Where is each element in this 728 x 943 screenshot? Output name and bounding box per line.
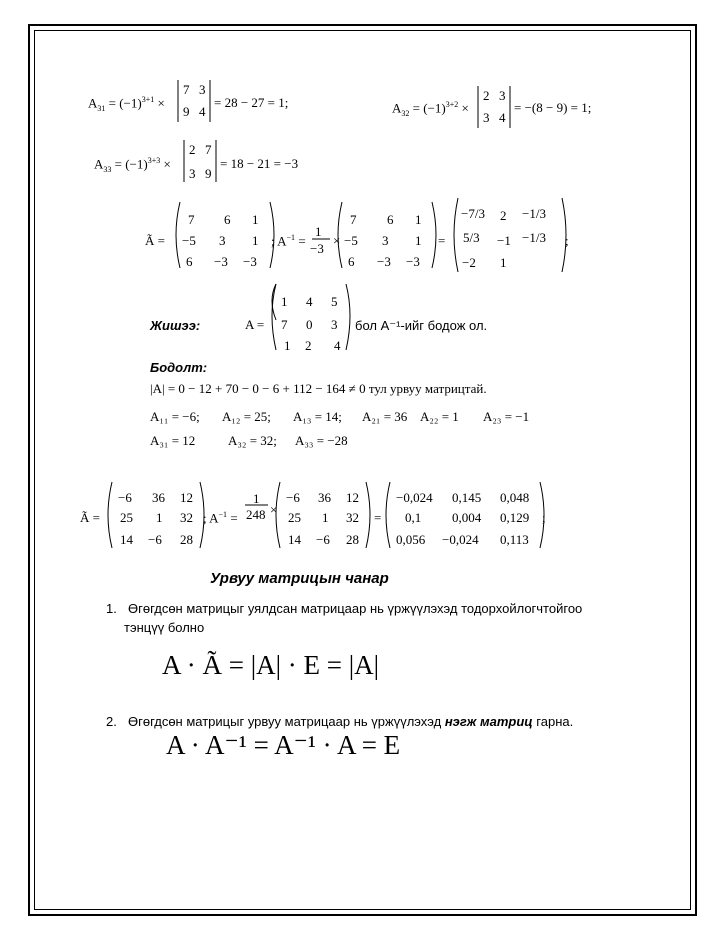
inv1-cell: −1/3 [522,230,546,245]
a31-result: = 28 − 27 = 1; [214,95,289,110]
inv2-factor-den: 248 [246,507,266,522]
a31-label: $A_{31} = (-1)^{3+1}$ × [88,95,165,113]
section-title: Урвуу матрицын чанар [210,570,389,587]
adj2-cell: −6 [148,532,162,547]
inv2-cell: 0,113 [500,532,529,547]
inv2-adj-cell: 12 [346,490,359,505]
example-cell: 4 [334,338,341,353]
adj1-cell: 1 [252,233,259,248]
inv2-adj-cell: 14 [288,532,301,547]
cofactor: A₁₃ = 14; [293,409,342,424]
adj1b-cell: 7 [350,212,357,227]
adj1-cell: −5 [182,233,196,248]
adj1b-cell: 1 [415,212,422,227]
inv2-adj-cell: 28 [346,532,359,547]
item1-text-cont: тэнцүү болно [124,620,205,635]
equals-sign-2: = [374,510,382,525]
item2-text-b: гарна. [532,714,574,729]
inv2-adj-cell: 25 [288,510,301,525]
adj2-cell: 1 [156,510,163,525]
inv1-cell: −1 [497,233,511,248]
inv1-cell: 5/3 [463,230,480,245]
a32-result: = −(8 − 9) = 1; [514,100,592,115]
adj2-cell: 25 [120,510,133,525]
item1-text: Өгөгдсөн матрицыг уялдсан матрицаар нь үржүүлэхэд тодорхойлогчтойгоо [128,601,583,616]
inv2-cell: 0,048 [500,490,530,505]
inv2-cell: −0,024 [396,490,433,505]
inv2-cell: −0,024 [442,532,479,547]
formula-2: A · A⁻¹ = A⁻¹ · A = E [166,730,401,760]
equals-sign: = [438,233,446,248]
adj2-cell: 14 [120,532,133,547]
adj1b-cell: 3 [382,233,389,248]
example-text: бол A⁻¹-ийг бодож ол. [355,318,488,333]
inv2-adj-cell: 32 [346,510,359,525]
adj1b-cell: −3 [406,254,420,269]
adj-label-2: Ã = [80,510,100,525]
example-cell: 0 [306,317,313,332]
a33-cell: 9 [205,166,212,181]
a33-label: $A_{33} = (-1)^{3+3}$ × [94,156,171,174]
adj1-cell: 6 [224,212,231,227]
adj1b-cell: 1 [415,233,422,248]
inv1-cell: 1 [500,255,507,270]
inv-label-2: ; $A^{-1}$ = [203,510,238,526]
inv2-factor-num: 1 [253,491,260,506]
a33-cell: 3 [189,166,196,181]
adj2-cell: 12 [180,490,193,505]
a32-cell: 3 [499,88,506,103]
inv-factor-num: 1 [315,224,322,239]
adj1-cell: 3 [219,233,226,248]
example-cell: 7 [281,317,288,332]
semicolon-2: ; [542,510,546,525]
inv2-cell: 0,004 [452,510,482,525]
times-sign: × [333,233,341,248]
semicolon: ; [565,233,569,248]
times-sign-2: × [270,502,278,517]
adj1-cell: 6 [186,254,193,269]
cofactor: A₃₂ = 32; [228,433,277,448]
inv-factor-den: −3 [310,241,324,256]
example-cell: 3 [331,317,338,332]
inv2-adj-cell: 36 [318,490,331,505]
a32-cell: 2 [483,88,490,103]
example-cell: 2 [305,338,312,353]
inv2-adj-cell: 1 [322,510,329,525]
inv-label-1: ; $A^{-1}$ = [271,233,306,249]
item2-text-a: Өгөгдсөн матрицыг урвуу матрицаар нь үржүүлэхэд [128,714,445,729]
cofactor: A₃₁ = 12 [150,433,196,448]
inv2-cell: 0,129 [500,510,530,525]
solution-label: Бодолт: [150,360,208,375]
a33-cell: 2 [189,142,196,157]
adj-label-1: Ã = [145,233,165,248]
a31-cell: 3 [199,82,206,97]
adj2-cell: 28 [180,532,193,547]
inv1-cell: 2 [500,208,507,223]
inv2-cell: 0,145 [452,490,482,505]
adj2-cell: −6 [118,490,132,505]
cofactor: A₁₂ = 25; [222,409,271,424]
example-cell: 4 [306,294,313,309]
det-line: |A| = 0 − 12 + 70 − 0 − 6 + 112 − 164 ≠ 0 тул урвуу матрицтай. [150,381,487,396]
a31-cell: 7 [183,82,190,97]
adj1-cell: 1 [252,212,259,227]
cofactor: A₃₃ = −28 [295,433,348,448]
example-lhs: A = [245,317,265,332]
example-cell: 5 [331,294,338,309]
cofactor: A₂₃ = −1 [483,409,530,424]
inv2-cell: 0,1 [405,510,422,525]
example-cell: 1 [284,338,291,353]
cofactor: A₂₁ = 36 [362,409,408,424]
cofactor: A₁₁ = −6; [150,409,200,424]
adj1b-cell: −3 [377,254,391,269]
adj2-cell: 36 [152,490,165,505]
cofactor: A₂₂ = 1 [420,409,459,424]
adj1-cell: 7 [188,212,195,227]
formula-1: A · Ã = |A| · E = |A| [162,650,380,680]
a32-label: $A_{32} = (-1)^{3+2}$ × [392,100,469,118]
adj1b-cell: 6 [387,212,394,227]
inv2-cell: 0,056 [396,532,426,547]
a33-result: = 18 − 21 = −3 [220,156,299,171]
adj1b-cell: 6 [348,254,355,269]
adj2-cell: 32 [180,510,193,525]
inv2-adj-cell: −6 [316,532,330,547]
a33-cell: 7 [205,142,212,157]
example-cell: 1 [281,294,288,309]
example-label: Жишээ: [150,318,201,333]
item2-emphasis: нэгж матриц [444,714,533,729]
adj1-cell: −3 [243,254,257,269]
a32-cell: 4 [499,110,506,125]
a31-cell: 4 [199,104,206,119]
inv1-cell: −2 [462,255,476,270]
adj1-cell: −3 [214,254,228,269]
item1-number: 1. [106,601,117,616]
inv2-adj-cell: −6 [286,490,300,505]
inv1-cell: −1/3 [522,206,546,221]
a31-cell: 9 [183,104,190,119]
adj1b-cell: −5 [344,233,358,248]
a32-cell: 3 [483,110,490,125]
item2-number: 2. [106,714,117,729]
item2-text [128,714,573,729]
inv1-cell: −7/3 [461,206,485,221]
